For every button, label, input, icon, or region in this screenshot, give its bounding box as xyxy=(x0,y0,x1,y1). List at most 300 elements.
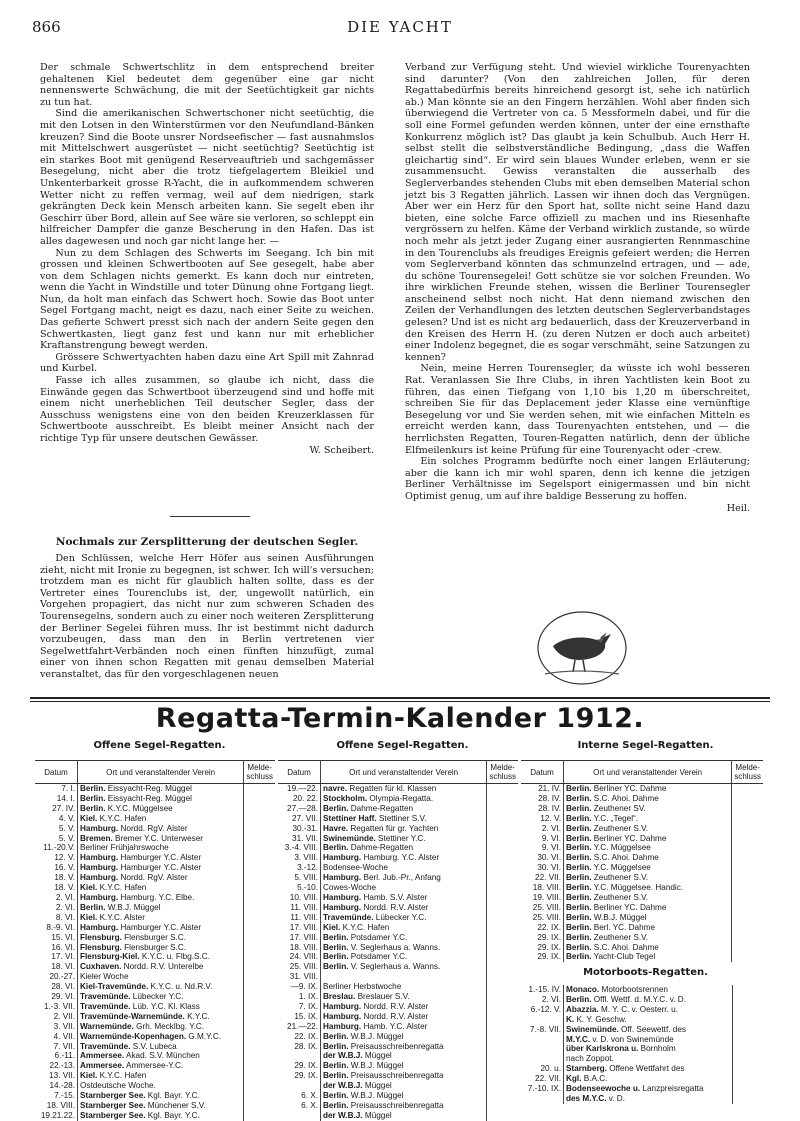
event-cell: Starnberger See. Kgl. Bayr. Y.C. xyxy=(78,1111,244,1121)
table-header-row xyxy=(35,761,275,784)
table-header-row xyxy=(278,761,518,784)
event-cell: der W.B.J. Müggel xyxy=(321,1081,487,1091)
table-row xyxy=(278,1091,518,1101)
table-row xyxy=(521,995,763,1005)
table-row xyxy=(35,1061,275,1071)
paragraph: Nein, meine Herren Tourensegler, da wüsste ich wohl besseren Rat. Veranlassen Sie Ihre Clubs, in ihren Yachtlisten kein Boot zu führen, das einen Tiefgang von 1,10 bis 1,20 m überschreitet, schreiben Sie für das Deplacement jeder Klasse eine vernünftige Besegelung vor und Sie werden sehen, mit wie einfachen Mitteln es erreicht werden kann, dass Tourenyachten entstehen, und — die herrlichsten Regatten, Touren-Regatten natürlich, denn der übliche Elfmeilenkurs ist keine Prüfung für eine Tourenyacht oder -crew. xyxy=(405,363,750,456)
event-cell: Berlin. Preisausschreibenregatta xyxy=(321,1071,487,1081)
event-cell: Warnemünde. Grh. Mecklbg. Y.C. xyxy=(78,1022,244,1032)
date-cell: 19.21.22. xyxy=(35,1111,78,1121)
date-cell: 5. V. xyxy=(35,824,78,834)
event-cell: Berlin. Berliner YC. Dahme xyxy=(564,784,732,794)
table-row xyxy=(35,1042,275,1052)
event-cell: Travemünde. Lüb. Y.C. Kl. Klass xyxy=(78,1002,244,1012)
deadline-cell xyxy=(244,943,275,953)
deadline-cell xyxy=(487,1091,518,1101)
event-cell: Stockholm. Olympia-Regatta. xyxy=(321,794,487,804)
event-cell: Hamburg. Hamburger Y.C. Alster xyxy=(78,923,244,933)
date-cell: 2. VI. xyxy=(521,824,564,834)
event-cell: Travemünde. Lübecker Y.C. xyxy=(78,992,244,1002)
date-cell: 11. VIII. xyxy=(278,903,321,913)
paragraph: Fasse ich alles zusammen, so glaube ich nicht, dass die Einwände gegen das Schwertboot überzeugend sind und hoffe mit einem nicht unerheblichen Teil deutscher Segler, dass der Ausschuss wenigstens eine von den beiden Kreuzerklassen für Schwertboote ausschreibt. Es bleibt meiner Ansicht nach der richtige Typ für unsere deutschen Gewässer. xyxy=(40,375,374,444)
right-column xyxy=(405,62,750,514)
table-row xyxy=(521,883,763,893)
date-cell: 25. VIII. xyxy=(278,962,321,972)
date-cell: 27.—28. xyxy=(278,804,321,814)
date-cell: 15. VI. xyxy=(35,933,78,943)
date-cell: 2. VI. xyxy=(35,903,78,913)
date-cell: 14.-28. xyxy=(35,1081,78,1091)
deadline-cell xyxy=(732,893,763,903)
date-cell: 16. VI. xyxy=(35,943,78,953)
deadline-cell xyxy=(733,1074,764,1084)
date-cell: 7. I. xyxy=(35,784,78,794)
table-row xyxy=(278,1032,518,1042)
table-row xyxy=(278,893,518,903)
date-cell: 7. VII. xyxy=(35,1042,78,1052)
table-row xyxy=(35,1002,275,1012)
table-row xyxy=(35,903,275,913)
table-row xyxy=(35,913,275,923)
deadline-cell xyxy=(244,1051,275,1061)
date-cell: 3. VIII. xyxy=(278,853,321,863)
table-row xyxy=(35,962,275,972)
event-cell: Flensburg. Flensburger S.C. xyxy=(78,933,244,943)
deadline-cell xyxy=(487,1012,518,1022)
event-cell: Berlin. Potsdamer Y.C. xyxy=(321,952,487,962)
deadline-cell xyxy=(244,1081,275,1091)
table-row xyxy=(278,1071,518,1081)
event-cell: Warnemünde-Kopenhagen. G.M.Y.C. xyxy=(78,1032,244,1042)
table-row xyxy=(35,794,275,804)
date-cell: 2. VI. xyxy=(521,995,564,1005)
date-cell: 6.-11. xyxy=(35,1051,78,1061)
date-cell: 7.-10. IX. xyxy=(521,1084,564,1094)
table-row xyxy=(35,952,275,962)
event-cell: Havre. Regatten für gr. Yachten xyxy=(321,824,487,834)
event-cell: Monaco. Motorbootsrennen xyxy=(564,985,733,995)
deadline-cell xyxy=(733,1005,764,1015)
date-cell: 18. VI. xyxy=(35,962,78,972)
date-cell: 25. VIII. xyxy=(521,913,564,923)
calendar-title: Regatta-Termin-Kalender 1912. xyxy=(155,703,645,734)
table-row xyxy=(35,883,275,893)
table-row xyxy=(35,982,275,992)
table-row xyxy=(278,1002,518,1012)
date-cell: 1.-3. VII. xyxy=(35,1002,78,1012)
event-cell: der W.B.J. Müggel xyxy=(321,1111,487,1121)
deadline-cell xyxy=(487,784,518,794)
deadline-cell xyxy=(244,923,275,933)
deadline-cell xyxy=(487,1032,518,1042)
table-row xyxy=(278,873,518,883)
date-cell: 22. IX. xyxy=(278,1032,321,1042)
event-cell: K. K. Y. Geschw. xyxy=(564,1015,733,1025)
deadline-cell xyxy=(244,893,275,903)
event-cell: nach Zoppot. xyxy=(564,1054,733,1064)
table-row xyxy=(35,853,275,863)
deadline-cell xyxy=(487,804,518,814)
table-row xyxy=(278,853,518,863)
deadline-cell xyxy=(244,1012,275,1022)
date-cell: 17. VIII. xyxy=(278,923,321,933)
date-cell: 24. VIII. xyxy=(278,952,321,962)
deadline-cell xyxy=(244,1061,275,1071)
event-cell: Hamburg. Hamb. S.V. Alster xyxy=(321,893,487,903)
table-row xyxy=(278,1101,518,1111)
date-cell: 2. VII. xyxy=(35,1012,78,1022)
deadline-cell xyxy=(244,1071,275,1081)
deadline-cell xyxy=(732,913,763,923)
deadline-cell xyxy=(732,883,763,893)
event-cell: Kieler Woche xyxy=(78,972,244,982)
date-cell: 30. VI. xyxy=(521,863,564,873)
date-cell: 18. VIII. xyxy=(35,1101,78,1111)
event-cell: Berlin. Zeuthener S.V. xyxy=(564,873,732,883)
column-header: Datum xyxy=(521,761,564,784)
deadline-cell xyxy=(732,824,763,834)
date-cell: 4. VII. xyxy=(35,1032,78,1042)
deadline-cell xyxy=(244,982,275,992)
event-cell: Berlin. Zeuthener S.V. xyxy=(564,824,732,834)
table-row xyxy=(521,1044,763,1054)
date-cell xyxy=(521,1094,564,1104)
date-cell: 11.-20.V. xyxy=(35,843,78,853)
deadline-cell xyxy=(244,962,275,972)
event-cell: Travemünde. S.V. Lubeca xyxy=(78,1042,244,1052)
event-cell: Ammersee. Akad. S.V. München xyxy=(78,1051,244,1061)
table-row xyxy=(521,834,763,844)
deadline-cell xyxy=(244,1002,275,1012)
deadline-cell xyxy=(244,873,275,883)
date-cell: 8.-9. VI. xyxy=(35,923,78,933)
deadline-cell xyxy=(487,972,518,982)
table-row xyxy=(278,784,518,794)
event-cell: Berlin. Y.C. Müggelsee xyxy=(564,863,732,873)
column-header: Ort und veranstaltender Verein xyxy=(78,761,244,784)
deadline-cell xyxy=(487,923,518,933)
event-cell: Kiel. K.Y.C. Hafen xyxy=(78,814,244,824)
event-cell: über Karlskrona u. Bornholm xyxy=(564,1044,733,1054)
date-cell: 16. V. xyxy=(35,863,78,873)
event-cell: Cowes-Woche xyxy=(321,883,487,893)
date-cell: 18. V. xyxy=(35,883,78,893)
event-cell: Stettiner Haff. Stettiner S.V. xyxy=(321,814,487,824)
date-cell: 3. VII. xyxy=(35,1022,78,1032)
event-cell: Berlin. Zeuthener S.V. xyxy=(564,933,732,943)
deadline-cell xyxy=(244,903,275,913)
table-row xyxy=(521,1035,763,1045)
date-cell: 18. V. xyxy=(35,873,78,883)
date-cell: 28. IX. xyxy=(278,1042,321,1052)
table-row xyxy=(35,814,275,824)
event-cell: Hamburg. Berl. Jub.-Pr., Anfang xyxy=(321,873,487,883)
date-cell: 5. VIII. xyxy=(278,873,321,883)
column-header: Melde-schluss xyxy=(244,761,275,784)
event-cell: Swinemünde. Stettiner Y.C. xyxy=(321,834,487,844)
table-row xyxy=(521,1025,763,1035)
date-cell xyxy=(521,1015,564,1025)
event-cell: Berliner Herbstwoche xyxy=(321,982,487,992)
table-row xyxy=(521,843,763,853)
date-cell: 20.-27. xyxy=(35,972,78,982)
date-cell: 11. VIII. xyxy=(278,913,321,923)
date-cell: 9. VI. xyxy=(521,843,564,853)
paragraph: Grössere Schwertyachten haben dazu eine Art Spill mit Zahnrad und Kurbel. xyxy=(40,351,374,375)
deadline-cell xyxy=(732,843,763,853)
date-cell: 7. IX. xyxy=(278,1002,321,1012)
deadline-cell xyxy=(487,962,518,972)
date-cell: 12. V. xyxy=(521,814,564,824)
table-row xyxy=(521,1015,763,1025)
deadline-cell xyxy=(487,982,518,992)
date-cell: 7.-15. xyxy=(35,1091,78,1101)
table-heading: Offene Segel-Regatten. xyxy=(336,740,469,751)
date-cell: 20. u. xyxy=(521,1064,564,1074)
deadline-cell xyxy=(244,814,275,824)
table-row xyxy=(35,784,275,794)
calendar-top-rule xyxy=(30,697,770,702)
deadline-cell xyxy=(733,1035,764,1045)
table-row xyxy=(521,923,763,933)
paragraph: Nun zu dem Schlagen des Schwerts im Seegang. Ich bin mit grossen und kleinen Schwertbooten auf See gesegelt, habe aber von dem Schlagen nichts gemerkt. Es kann doch nur eintreten, wenn die Yacht in Windstille und toter Dünung ohne Fortgang liegt. Nun, da holt man einfach das Schwert hoch. Sowie das Boot unter Segel Fortgang macht, neigt es dazu, nach einer Seite zu weichen. Das gefierte Schwert presst sich nach der andern Seite gegen den Schwertkasten, liegt ganz fest und kann nur mit erheblicher Kraftanstrengung bewegt werden. xyxy=(40,247,374,352)
event-cell: Bodensee-Woche xyxy=(321,863,487,873)
event-cell: Hamburg. Hamb. Y.C. Alster xyxy=(321,1022,487,1032)
deadline-cell xyxy=(487,853,518,863)
table-row xyxy=(278,1081,518,1091)
deadline-cell xyxy=(732,804,763,814)
event-cell: Berlin. Zeuthener SV. xyxy=(564,804,732,814)
deadline-cell xyxy=(733,1015,764,1025)
deadline-cell xyxy=(732,784,763,794)
column-header: Ort und veranstaltender Verein xyxy=(321,761,487,784)
event-cell: Kiel. K.Y.C. Hafen xyxy=(78,883,244,893)
event-cell: Berlin. W.B.J. Müggel xyxy=(321,1061,487,1071)
deadline-cell xyxy=(487,814,518,824)
date-cell: 12. V. xyxy=(35,853,78,863)
event-cell: Berlin. S.C. Ahoi. Dahme xyxy=(564,943,732,953)
deadline-cell xyxy=(732,923,763,933)
table-row xyxy=(278,1111,518,1121)
deadline-cell xyxy=(487,834,518,844)
date-cell: 22. VII. xyxy=(521,1074,564,1084)
deadline-cell xyxy=(244,972,275,982)
deadline-cell xyxy=(487,794,518,804)
event-cell: Berlin. Offl. Wettf. d. M.Y.C. v. D. xyxy=(564,995,733,1005)
event-cell: Berlin. W.B.J. Müggel xyxy=(564,913,732,923)
date-cell: 6. X. xyxy=(278,1101,321,1111)
deadline-cell xyxy=(244,824,275,834)
column-header: Melde-schluss xyxy=(487,761,518,784)
table-row xyxy=(521,853,763,863)
event-cell: Starnberger See. Münchener S.V. xyxy=(78,1101,244,1111)
deadline-cell xyxy=(244,1042,275,1052)
event-cell: Flensburg. Flensburger S.C. xyxy=(78,943,244,953)
deadline-cell xyxy=(733,1025,764,1035)
date-cell xyxy=(521,1044,564,1054)
table-row xyxy=(521,1074,763,1084)
event-cell: Hamburg. Hamburg. Y.C. Alster xyxy=(321,853,487,863)
deadline-cell xyxy=(244,863,275,873)
deadline-cell xyxy=(732,952,763,962)
deadline-cell xyxy=(733,985,764,995)
deadline-cell xyxy=(732,943,763,953)
date-cell: 17. VI. xyxy=(35,952,78,962)
table-row xyxy=(278,903,518,913)
event-cell: Berlin. S.C. Ahoi. Dahme xyxy=(564,794,732,804)
table-header-row xyxy=(521,761,763,784)
event-cell: Berlin. W.B.J. Müggel xyxy=(321,1091,487,1101)
event-cell: Kiel-Travemünde. K.Y.C. u. Nd.R.V. xyxy=(78,982,244,992)
table-row xyxy=(278,1061,518,1071)
table-row xyxy=(278,843,518,853)
event-cell: Berlin. Y.C. „Tegel“. xyxy=(564,814,732,824)
table-row xyxy=(521,943,763,953)
date-cell: 27. IV. xyxy=(35,804,78,814)
table-row xyxy=(35,1012,275,1022)
table-row xyxy=(35,893,275,903)
deadline-cell xyxy=(732,814,763,824)
table-row xyxy=(35,933,275,943)
table-row xyxy=(35,943,275,953)
date-cell: 27. VII. xyxy=(278,814,321,824)
date-cell: 22. VII. xyxy=(521,873,564,883)
deadline-cell xyxy=(487,1002,518,1012)
table-row xyxy=(278,933,518,943)
table-row xyxy=(521,1084,763,1094)
date-cell: 7.-8. VII. xyxy=(521,1025,564,1035)
table-row xyxy=(278,794,518,804)
date-cell: 28. IV. xyxy=(521,804,564,814)
table-row xyxy=(278,982,518,992)
table-row xyxy=(521,873,763,883)
event-cell: Hamburg. Nordd. R.V. Alster xyxy=(321,1002,487,1012)
table-row xyxy=(521,952,763,962)
column-header: Datum xyxy=(278,761,321,784)
date-cell: 6.-12. V. xyxy=(521,1005,564,1015)
section-body xyxy=(40,553,374,681)
date-cell: 25. VIII. xyxy=(521,903,564,913)
table-row xyxy=(521,903,763,913)
date-cell: 4. V. xyxy=(35,814,78,824)
table-row xyxy=(278,804,518,814)
event-cell: Berlin. Eissyacht-Reg. Müggel xyxy=(78,784,244,794)
column-header: Melde-schluss xyxy=(732,761,763,784)
date-cell: 19.—22. xyxy=(278,784,321,794)
column-header: Datum xyxy=(35,761,78,784)
table-heading: Interne Segel-Regatten. xyxy=(577,740,714,751)
divider xyxy=(170,516,250,517)
event-cell: Berlin. Yacht-Club Tegel xyxy=(564,952,732,962)
table-row xyxy=(35,923,275,933)
deadline-cell xyxy=(487,1081,518,1091)
table-row xyxy=(35,1051,275,1061)
deadline-cell xyxy=(244,804,275,814)
deadline-cell xyxy=(487,943,518,953)
date-cell xyxy=(521,1035,564,1045)
section-title: Nochmals zur Zersplitterung der deutschen Segler. xyxy=(55,536,359,548)
date-cell: 3.-12. xyxy=(278,863,321,873)
date-cell: 29. VI. xyxy=(35,992,78,1002)
event-cell: Swinemünde. Off. Seewettf. des xyxy=(564,1025,733,1035)
deadline-cell xyxy=(732,853,763,863)
event-cell: Abazzia. M. Y. C. v. Oesterr. u. xyxy=(564,1005,733,1015)
regatta-table-offene-2 xyxy=(278,760,518,1121)
deadline-cell xyxy=(244,933,275,943)
deadline-cell xyxy=(487,1042,518,1052)
event-cell: Hamburg. Nordd. R.V. Alster xyxy=(321,1012,487,1022)
event-cell: Kiel. K.Y.C. Hafen xyxy=(78,1071,244,1081)
table-row xyxy=(278,883,518,893)
date-cell: 30.-31. xyxy=(278,824,321,834)
date-cell: 31. VII. xyxy=(278,834,321,844)
event-cell: Travemünde. Lübecker Y.C. xyxy=(321,913,487,923)
date-cell: 1.-15. IV. xyxy=(521,985,564,995)
deadline-cell xyxy=(732,873,763,883)
table-row xyxy=(35,873,275,883)
deadline-cell xyxy=(244,952,275,962)
deadline-cell xyxy=(487,933,518,943)
event-cell: Berlin. V. Seglerhaus a. Wanns. xyxy=(321,962,487,972)
event-cell: Kiel. K.Y.C. Hafen xyxy=(321,923,487,933)
event-cell: Hamburg. Nordd. RgV. Alster xyxy=(78,873,244,883)
event-cell: M.Y.C. v. D. von Swinemünde xyxy=(564,1035,733,1045)
date-cell: —9. IX. xyxy=(278,982,321,992)
table-row xyxy=(278,1022,518,1032)
table-row xyxy=(35,972,275,982)
paragraph: Sind die amerikanischen Schwertschoner nicht seetüchtig, die mit den Lotsen in den Winterstürmen vor den Neufundland-Bänken kreuzen? Sind die Boote unsrer Nordseefischer — fast ausnahmslos mit Mittelschwert ausgerüstet — nicht seetüchtig? Seetüchtig ist ein starkes Boot mit genügend Reserveauftrieb und sachgemässer Besegelung, nicht aber die trotz tiefgelagertem Bleikiel und Unkenterbarkeit grosse R-Yacht, die in aufkommendem schweren Wetter nicht zu reffen vermag, weil auf dem niedrigen, stark gekrängten Deck kein Mensch arbeiten kann. Sie segelt eben ihr Geschirr über Bord, allein auf See wäre sie verloren, so schleppt ein hilfreicher Dampfer die ganze Bescherung in den Hafen. Das ist alles dagewesen und noch gar nicht lange her. — xyxy=(40,108,374,247)
deadline-cell xyxy=(244,1101,275,1111)
event-cell: Hamburg. Hamburger Y.C. Alster xyxy=(78,863,244,873)
date-cell: 31. VIII. xyxy=(278,972,321,982)
event-cell: Berlin. S.C. Ahoi. Dahme xyxy=(564,853,732,863)
deadline-cell xyxy=(733,1084,764,1094)
deadline-cell xyxy=(487,1101,518,1111)
event-cell: der W.B.J. Müggel xyxy=(321,1051,487,1061)
signature: Heil. xyxy=(726,502,750,514)
deadline-cell xyxy=(244,992,275,1002)
table-row xyxy=(278,972,518,982)
deadline-cell xyxy=(487,883,518,893)
paragraph: Verband zur Verfügung steht. Und wieviel wirkliche Tourenyachten sind darunter? (Von den zahlreichen Jollen, für deren Regattabedürfnis bereits hinreichend gesorgt ist, sehe ich natürlich ab.) Man könnte sie an den Fingern herzählen. Wohl aber finden sich überwiegend die Vertreter von ca. 5 Messformeln dabei, und für die soll eine Formel gefunden werden können, unter der eine ernsthafte Konkurrenz möglich ist? Das glaubt ja kein Schulbub. Auch Herr H. selbst stellt die selbstverständliche Bedingung, „dass die Waffen gleichartig sind“. Er wird sein blaues Wunder erleben, wenn er sie zusammensucht. Gewiss veranstalten die ausserhalb des Seglerverbandes stehenden Clubs mit eben demselben Material schon jetzt bis 3 Regatten jährlich. Lassen wir ihnen doch das Vergnügen. Aber wer ein Herz für den Sport hat, sollte nicht seine Hand dazu bieten, eine solche Farce offiziell zu machen und ins Riesenhafte vergrössern zu helfen. Käme der Verband wirklich zustande, so würde noch mehr als jetzt jeder Zugang einer ausrangierten Rennmaschine in den Tourenclubs als freudiges Ereignis gefeiert werden; die Herren vom Seglerverband könnten das schmunzelnd ertragen, und — ade, du schöne Tourensegelei! Gott schütze sie vor solchen Freunden. Wo ihre wirklichen Freunde stehen, wissen die Berliner Tourensegler anscheinend selbst noch nicht. Hat denn niemand zwischen den Zeilen der Verhandlungen des letzten deutschen Seglerverbandstages gelesen? Und ist es nicht arg bedauerlich, dass der Kreuzerverband in den Kreisen des Herrn H. (zu deren Nutzen er doch auch arbeitet) einer Indolenz begegnet, die es sogar verschmäht, seine Satzungen zu kennen? xyxy=(405,62,750,363)
paragraph: Den Schlüssen, welche Herr Höfer aus seinen Ausführungen zieht, nicht mit Ironie zu begegnen, ist schwer. Ich will's versuchen; trotzdem man es nicht für glaublich halten sollte, dass es der Vertreter eines Tourenclubs ist, der, ungewollt natürlich, ein Vorgehen propagiert, das nicht nur zum schweren Schaden des Tourensegelns, sondern auch zu einer noch weiteren Zersplitterung der Berliner Segelei führen muss. Ihr ist bestimmt nicht dadurch vorzubeugen, dass man den in Berlin vertretenen vier Segelwettfahrt-Verbänden noch einen fünften hinzufügt, zumal einer von ihnen schon Regatten mit genau demselben Material veranstaltet, das für den vorgeschlagenen neuen xyxy=(40,553,374,680)
event-cell: navre. Regatten für kl. Klassen xyxy=(321,784,487,794)
date-cell: 2. VI. xyxy=(35,893,78,903)
table-row xyxy=(278,863,518,873)
table-row xyxy=(521,933,763,943)
table-row xyxy=(278,992,518,1002)
date-cell: 14. I. xyxy=(35,794,78,804)
deadline-cell xyxy=(487,1051,518,1061)
deadline-cell xyxy=(244,1091,275,1101)
date-cell: 29. IX. xyxy=(521,952,564,962)
date-cell: 19. VIII. xyxy=(521,893,564,903)
deadline-cell xyxy=(487,843,518,853)
table-row xyxy=(35,843,275,853)
table-row xyxy=(521,893,763,903)
table-row xyxy=(35,1111,275,1121)
event-cell: Bremen. Bremer Y.C. Unterweser xyxy=(78,834,244,844)
event-cell: Berlin. W.B.J. Müggel xyxy=(78,903,244,913)
table-row xyxy=(278,952,518,962)
table-heading: Motorboots-Regatten. xyxy=(583,967,708,978)
deadline-cell xyxy=(487,992,518,1002)
table-row xyxy=(35,1091,275,1101)
deadline-cell xyxy=(244,1032,275,1042)
date-cell: 29. IX. xyxy=(278,1061,321,1071)
date-cell xyxy=(521,1054,564,1064)
event-cell: Kgl. B.A.C. xyxy=(564,1074,733,1084)
